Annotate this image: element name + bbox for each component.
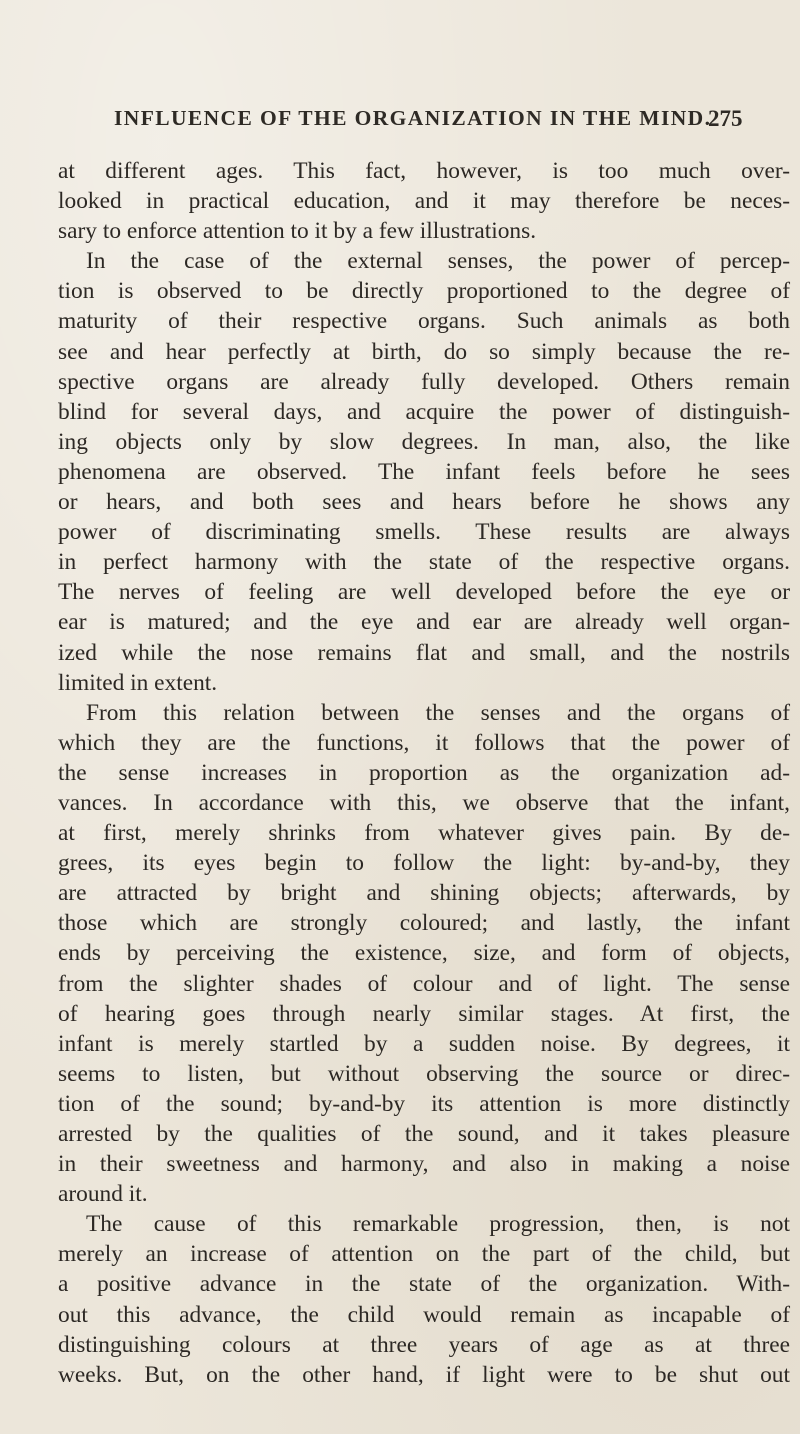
text-line: those which are strongly coloured; and lastly, the infant <box>58 910 790 937</box>
text-line: a positive advance in the state of the organization. With- <box>58 1271 790 1298</box>
text-line: seems to listen, but without observing the source or direc- <box>58 1060 790 1087</box>
text-line: out this advance, the child would remain as incapable of <box>58 1301 790 1328</box>
text-line: ing objects only by slow degrees. In man, also, the like <box>58 428 790 455</box>
text-line: of hearing goes through nearly similar stages. At first, the <box>58 1000 790 1027</box>
text-line: ends by perceiving the existence, size, and form of objects, <box>58 940 790 967</box>
text-line: vances. In accordance with this, we observe that the infant, <box>58 789 790 816</box>
text-line: tion of the sound; by-and-by its attention is more distinctly <box>58 1090 790 1117</box>
text-line: sary to enforce attention to it by a few illustrations. <box>58 218 537 245</box>
paragraph-start-line: In the case of the external senses, the power of percep- <box>86 248 790 275</box>
page-header <box>0 106 800 136</box>
text-line: weeks. But, on the other hand, if light were to be shut out <box>58 1361 790 1388</box>
text-line: The nerves of feeling are well developed before the eye or <box>58 579 790 606</box>
text-line: in perfect harmony with the state of the respective organs. <box>58 549 790 576</box>
paragraph-start-line: The cause of this remarkable progression, then, is not <box>86 1211 790 1238</box>
text-line: at different ages. This fact, however, is too much over- <box>58 158 790 184</box>
text-line: in their sweetness and harmony, and also in making a noise <box>58 1151 790 1178</box>
text-line: are attracted by bright and shining objects; afterwards, by <box>58 880 790 907</box>
text-line: ear is matured; and the eye and ear are already well organ- <box>58 609 790 636</box>
text-line: distinguishing colours at three years of age as at three <box>58 1331 790 1358</box>
text-line: at first, merely shrinks from whatever gives pain. By de- <box>58 820 790 847</box>
text-line: spective organs are already fully developed. Others remain <box>58 368 790 395</box>
text-line: which they are the functions, it follows that the power of <box>58 729 790 756</box>
text-line: maturity of their respective organs. Such animals as both <box>58 308 790 335</box>
text-line: merely an increase of attention on the part of the child, but <box>58 1241 790 1268</box>
text-line: grees, its eyes begin to follow the light: by-and-by, they <box>58 850 790 877</box>
body-text <box>58 156 790 1390</box>
text-line: or hears, and both sees and hears before he shows any <box>58 489 790 516</box>
text-line: the sense increases in proportion as the organization ad- <box>58 759 790 786</box>
text-line: infant is merely startled by a sudden noise. By degrees, it <box>58 1030 790 1057</box>
text-line: blind for several days, and acquire the power of distinguish- <box>58 398 790 425</box>
text-line: tion is observed to be directly proportioned to the degree of <box>58 278 790 305</box>
text-line: around it. <box>58 1181 148 1208</box>
running-head: INFLUENCE OF THE ORGANIZATION IN THE MIND. <box>114 106 712 130</box>
paragraph-start-line: From this relation between the senses and the organs of <box>86 699 790 726</box>
text-line: see and hear perfectly at birth, do so simply because the re- <box>58 338 790 365</box>
text-line: limited in extent. <box>58 669 218 696</box>
text-line: power of discriminating smells. These results are always <box>58 519 790 546</box>
text-line: arrested by the qualities of the sound, and it takes pleasure <box>58 1121 790 1147</box>
text-line: looked in practical education, and it may therefore be neces- <box>58 188 790 215</box>
text-line: phenomena are observed. The infant feels before he sees <box>58 458 790 485</box>
page-number: 275 <box>708 106 743 131</box>
text-line: ized while the nose remains flat and small, and the nostrils <box>58 639 790 666</box>
text-line: from the slighter shades of colour and of light. The sense <box>58 970 790 997</box>
